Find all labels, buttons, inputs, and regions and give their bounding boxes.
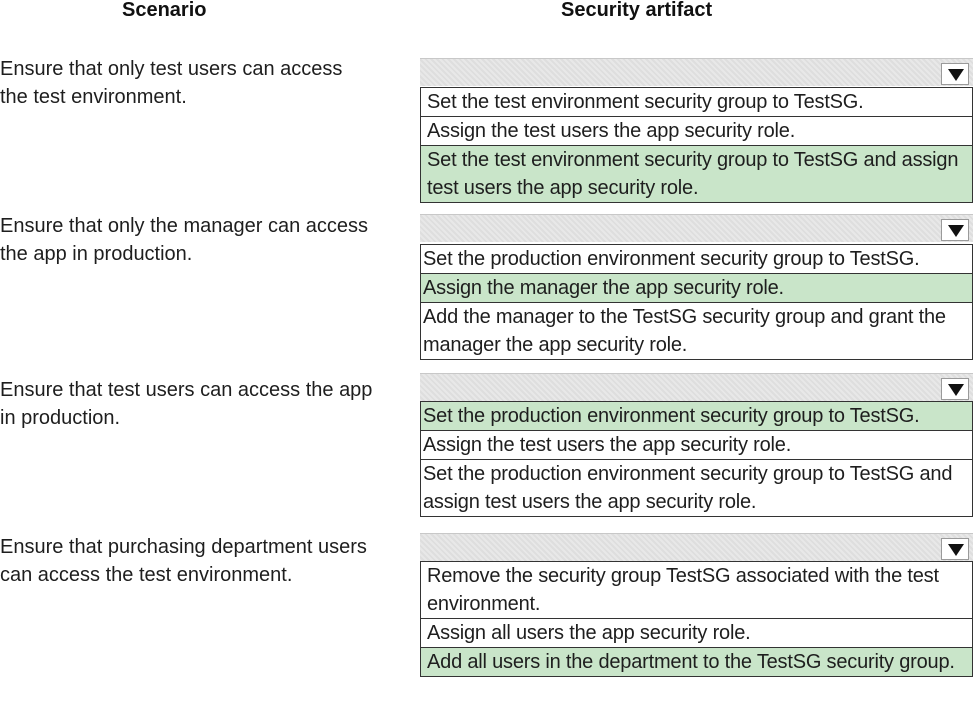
dropdown-arrow-button[interactable] (941, 63, 969, 85)
option-2-1[interactable]: Set the production environment security group to TestSG. (423, 248, 920, 270)
dropdown-arrow-button[interactable] (941, 219, 969, 241)
options-list-4 (420, 561, 973, 677)
options-list-2 (420, 244, 973, 360)
dropdown-4[interactable] (420, 533, 973, 561)
option-3-2[interactable]: Assign the test users the app security role. (421, 430, 972, 459)
chevron-down-icon (948, 384, 964, 396)
option-4-2[interactable]: Assign all users the app security role. (421, 618, 972, 647)
dropdown-1[interactable] (420, 58, 973, 86)
options-list-3 (420, 401, 973, 517)
option-3-3[interactable]: Set the production environment security group to TestSG and assign test users the app security role. (421, 459, 972, 516)
scenario-text-1: Ensure that only test users can access the test environment. (0, 58, 343, 108)
option-4-1[interactable]: Remove the security group TestSG associated with the test environment. (427, 565, 939, 615)
dropdown-arrow-button[interactable] (941, 378, 969, 400)
option-2-3[interactable]: Add the manager to the TestSG security group and grant the manager the app security role. (421, 302, 972, 359)
dropdown-3[interactable] (420, 373, 973, 401)
option-2-2[interactable]: Assign the manager the app security role. (421, 273, 972, 302)
option-3-1[interactable]: Set the production environment security group to TestSG. (421, 402, 972, 430)
option-4-3[interactable]: Add all users in the department to the TestSG security group. (421, 647, 972, 676)
chevron-down-icon (948, 225, 964, 237)
dropdown-arrow-button[interactable] (941, 538, 969, 560)
dropdown-2[interactable] (420, 214, 973, 242)
option-1-2[interactable]: Assign the test users the app security role. (421, 116, 972, 145)
scenario-text-2: Ensure that only the manager can access the app in production. (0, 215, 368, 265)
scenario-text-4: Ensure that purchasing department users can access the test environment. (0, 536, 367, 586)
security-artifact-column-header: Security artifact (561, 0, 713, 21)
scenario-column-header: Scenario (122, 0, 207, 21)
chevron-down-icon (948, 544, 964, 556)
scenario-text-3: Ensure that test users can access the app in production. (0, 379, 373, 429)
option-1-3[interactable]: Set the test environment security group to TestSG and assign test users the app security role. (421, 145, 972, 202)
chevron-down-icon (948, 69, 964, 81)
option-1-1[interactable]: Set the test environment security group to TestSG. (427, 91, 864, 113)
options-list-1 (420, 87, 973, 203)
